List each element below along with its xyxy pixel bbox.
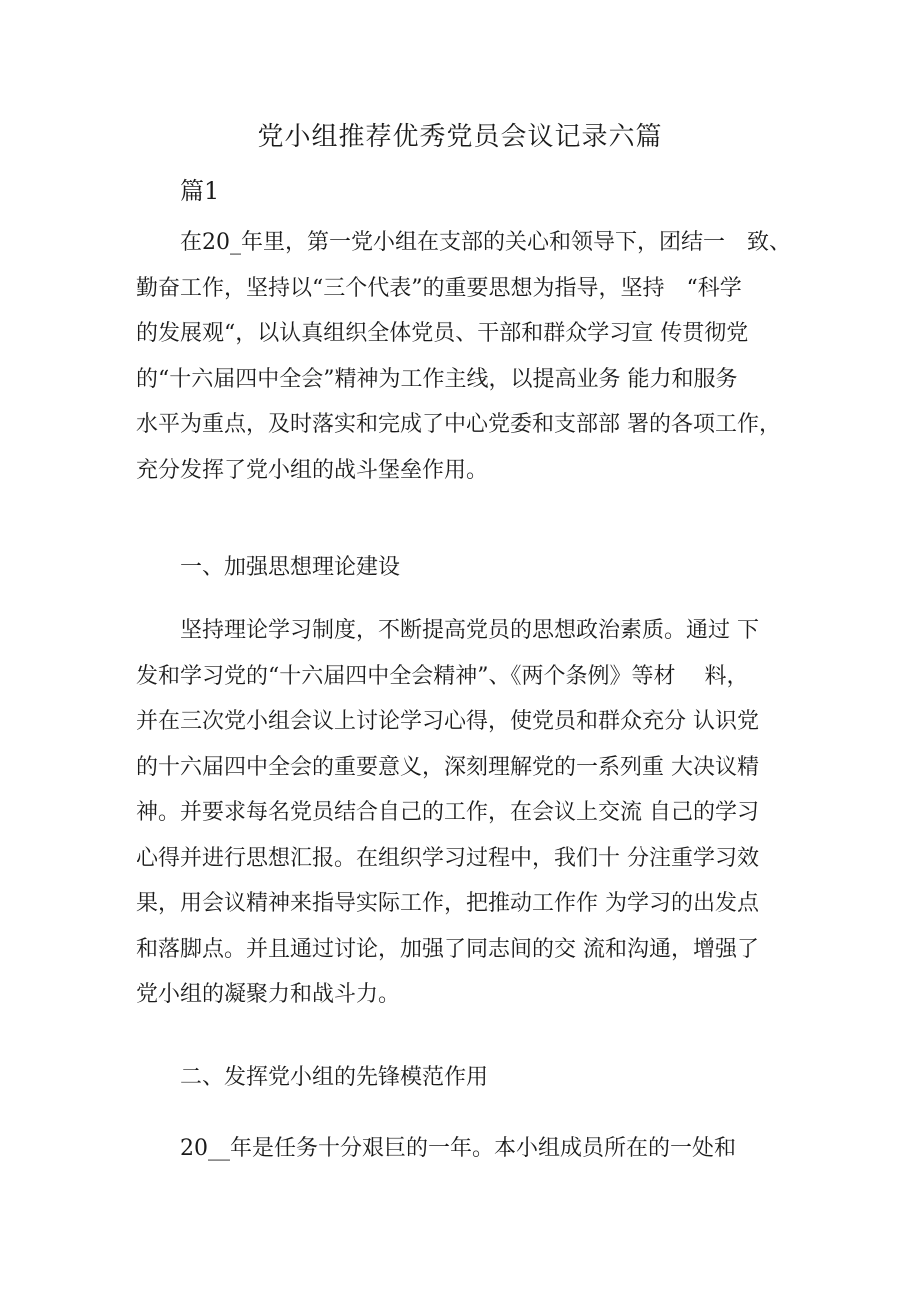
paragraph-line: 水平为重点，及时落实和完成了中心党委和支部部 署的各项工作， <box>136 412 781 437</box>
paragraph-line: 的发展观“，以认真组织全体党员、干部和群众学习宣 传贯彻党 <box>136 321 749 346</box>
paragraph-line: 并在三次党小组会议上讨论学习心得，使党员和群众充分 认识党 <box>136 709 759 734</box>
paragraph-line: 党小组的凝聚力和战斗力。 <box>136 982 401 1007</box>
document-title: 党小组推荐优秀党员会议记录六篇 <box>257 122 663 152</box>
paragraph-line: 坚持理论学习制度，不断提高党员的思想政治素质。通过 下 <box>180 618 759 643</box>
section-label: 篇1 <box>180 177 220 205</box>
paragraph-line: 神。并要求每名党员结合自己的工作，在会议上交流 自己的学习 <box>136 800 759 825</box>
paragraph-line: 充分发挥了党小组的战斗堡垒作用。 <box>136 457 489 483</box>
paragraph-line: 果，用会议精神来指导实际工作，把推动工作作 为学习的出发点 <box>136 891 759 916</box>
paragraph-line: 心得并进行思想汇报。在组织学习过程中，我们十 分注重学习效 <box>136 845 759 871</box>
paragraph-line: 和落脚点。并且通过讨论，加强了同志间的交 流和沟通，增强了 <box>136 936 759 962</box>
paragraph-1 <box>136 220 792 493</box>
paragraph-line: 勤奋工作，坚持以“三个代表”的重要思想为指导，坚持 “科学 <box>136 275 742 301</box>
paragraph-line: 的“十六届四中全会”精神为工作主线，以提高业务 能力和服务 <box>136 366 738 392</box>
heading-1: 一、加强思想理论建设 <box>180 555 401 580</box>
paragraph-line: 20__年是任务十分艰巨的一年。本小组成员所在的一处和 <box>180 1136 736 1161</box>
paragraph-line: 发和学习党的“十六届四中全会精神”、《两个条例》等材 料， <box>136 663 749 689</box>
heading-2: 二、发挥党小组的先锋模范作用 <box>180 1065 489 1090</box>
paragraph-3 <box>136 1126 792 1172</box>
paragraph-line: 在20_年里，第一党小组在支部的关心和领导下，团结一 致、 <box>180 230 791 255</box>
paragraph-line: 的十六届四中全会的重要意义，深刻理解党的一系列重 大决议精 <box>136 754 759 780</box>
paragraph-2 <box>136 608 792 1018</box>
